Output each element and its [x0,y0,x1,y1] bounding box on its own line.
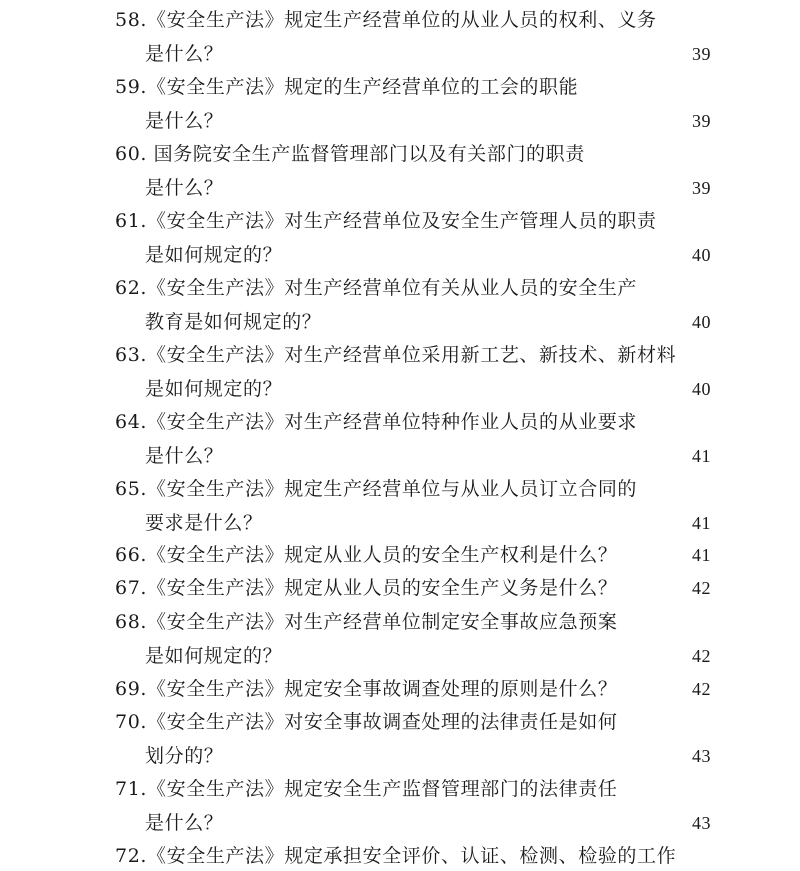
toc-entry-title: 63.《安全生产法》对生产经营单位采用新工艺、新技术、新材料 [115,344,677,366]
toc-entry-title-cont: 是什么？ [145,445,224,467]
page-number: 42 [692,646,711,666]
page-number: 40 [692,312,711,332]
toc-entry-title: 67.《安全生产法》规定从业人员的安全生产义务是什么？ [115,577,618,599]
page-number: 41 [692,446,711,466]
page-number: 43 [692,746,711,766]
toc-entry-continuation [145,644,711,668]
leader-dots [231,42,683,66]
leader-dots [625,576,683,600]
toc-entry-continuation [145,243,711,267]
leader-dots [231,744,683,768]
page-number: 39 [692,178,711,198]
toc-entry-single-line [115,576,711,600]
toc-entry-continuation [145,811,711,835]
page-number: 39 [692,111,711,131]
page-number: 42 [692,679,711,699]
leader-dots [329,310,683,334]
toc-entry-title-cont: 教育是如何规定的？ [145,311,322,333]
leader-dots [290,243,683,267]
toc-entry-continuation [145,42,711,66]
toc-entry-continuation [145,377,711,401]
toc-entry-continuation [145,109,711,133]
toc-entry-title-cont: 要求是什么？ [145,512,263,534]
leader-dots [290,377,683,401]
toc-entry-title: 60. 国务院安全生产监督管理部门以及有关部门的职责 [115,143,585,165]
toc-entry-title-cont: 是什么？ [145,812,224,834]
toc-entry-title: 71.《安全生产法》规定安全生产监督管理部门的法律责任 [115,778,618,800]
toc-entry-title: 72.《安全生产法》规定承担安全评价、认证、检测、检验的工作 [115,845,677,867]
toc-entry-title-cont: 是如何规定的？ [145,244,283,266]
toc-entry-title-cont: 是什么？ [145,177,224,199]
leader-dots [625,677,683,701]
toc-entry-single-line [115,543,711,567]
page-number: 43 [692,813,711,833]
toc-entry-continuation [145,444,711,468]
toc-entry-title: 65.《安全生产法》规定生产经营单位与从业人员订立合同的 [115,478,638,500]
toc-entry-title-cont: 划分的？ [145,745,224,767]
leader-dots [231,811,683,835]
leader-dots [290,644,683,668]
leader-dots [231,176,683,200]
toc-entry-title: 69.《安全生产法》规定安全事故调查处理的原则是什么？ [115,678,618,700]
leader-dots [271,511,683,535]
toc-entry-title: 66.《安全生产法》规定从业人员的安全生产权利是什么？ [115,544,618,566]
page-number: 41 [692,513,711,533]
toc-entry-title-cont: 是什么？ [145,43,224,65]
toc-entry-title-cont: 是什么？ [145,110,224,132]
toc-entry-title-cont: 是如何规定的？ [145,645,283,667]
page-number: 40 [692,245,711,265]
toc-entry-title: 68.《安全生产法》对生产经营单位制定安全事故应急预案 [115,611,618,633]
toc-entry-title: 70.《安全生产法》对安全事故调查处理的法律责任是如何 [115,711,618,733]
toc-entry-continuation [145,176,711,200]
toc-entry-title: 64.《安全生产法》对生产经营单位特种作业人员的从业要求 [115,411,638,433]
page-number: 42 [692,578,711,598]
toc-entry-continuation [145,511,711,535]
leader-dots [231,444,683,468]
page-number: 40 [692,379,711,399]
toc-entry-continuation [145,744,711,768]
leader-dots [231,109,683,133]
toc-entry-title: 59.《安全生产法》规定的生产经营单位的工会的职能 [115,76,579,98]
leader-dots [625,543,683,567]
page-number: 41 [692,545,711,565]
toc-entry-title: 61.《安全生产法》对生产经营单位及安全生产管理人员的职责 [115,210,657,232]
toc-entry-title: 62.《安全生产法》对生产经营单位有关从业人员的安全生产 [115,277,638,299]
toc-entry-continuation [145,310,711,334]
toc-entry-title-cont: 是如何规定的？ [145,378,283,400]
toc-entry-single-line [115,677,711,701]
page-number: 39 [692,44,711,64]
toc-entry-title: 58.《安全生产法》规定生产经营单位的从业人员的权利、义务 [115,9,657,31]
